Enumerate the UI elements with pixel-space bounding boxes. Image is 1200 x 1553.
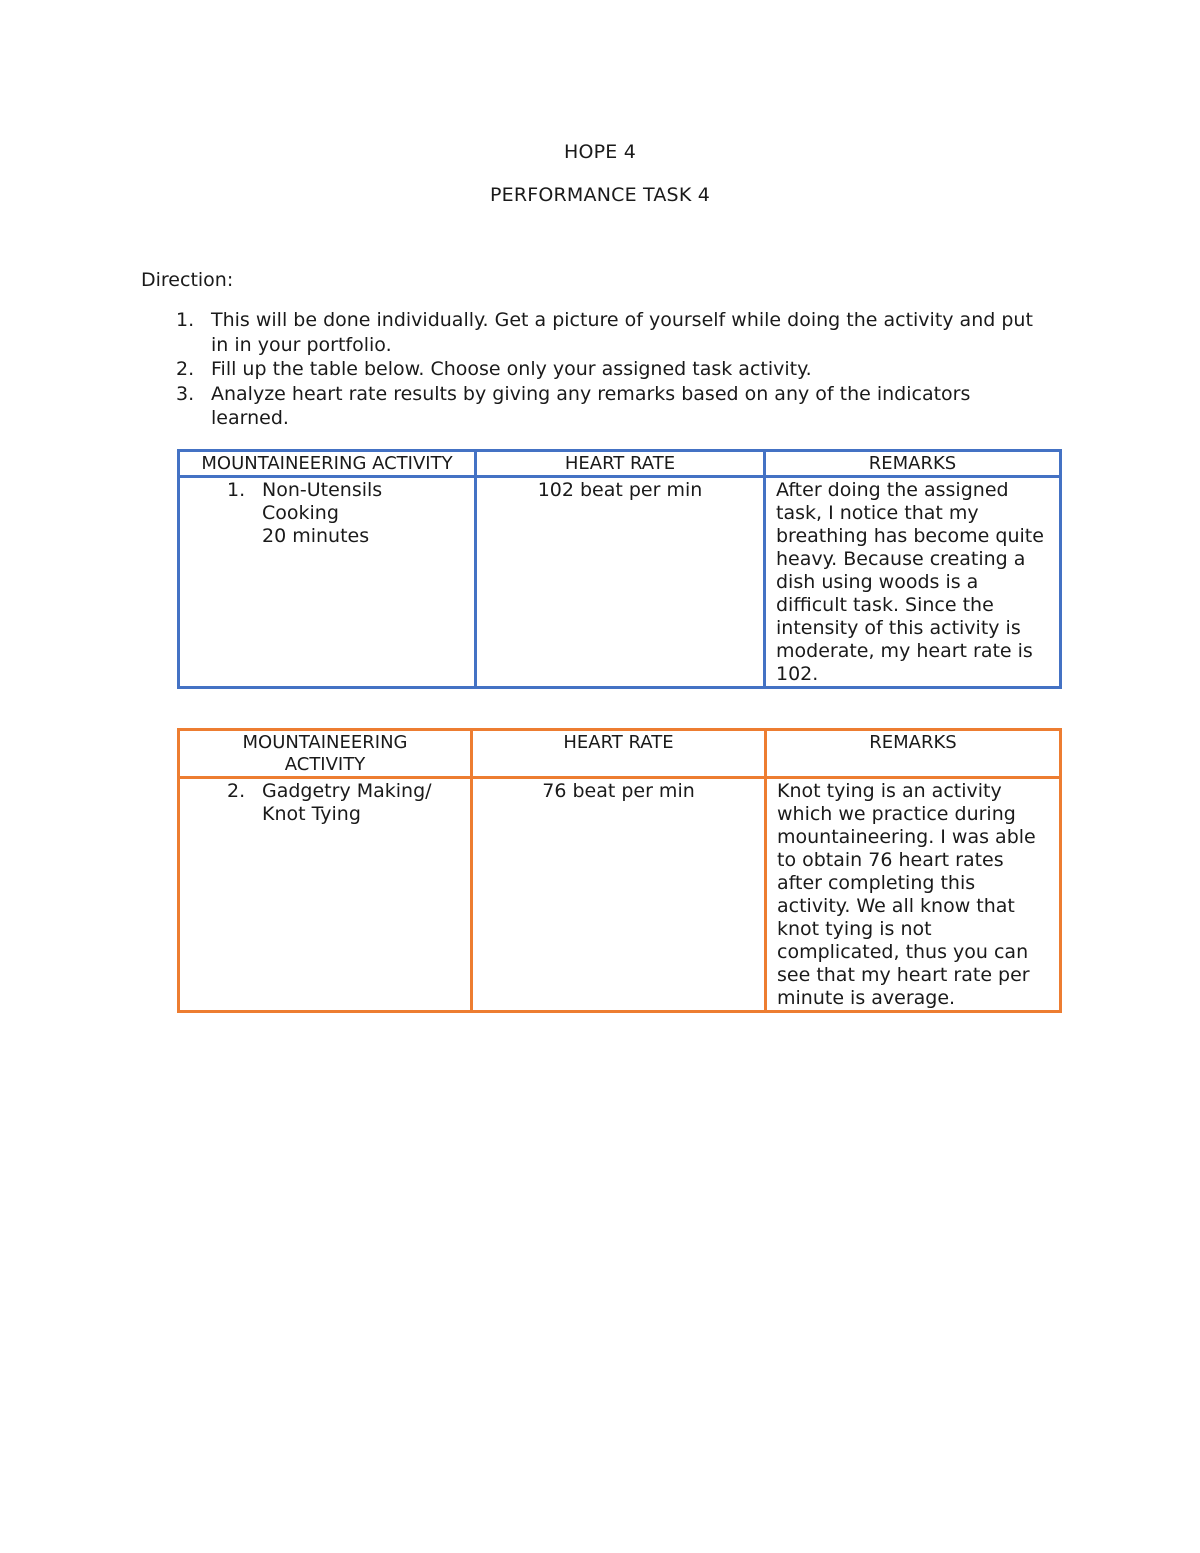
activity-table-2 [177,728,1062,1013]
activity-line: Gadgetry Making/ [262,780,432,802]
table-row [179,778,1061,1012]
course-title: HOPE 4 [563,141,637,163]
header-remarks: REMARKS [766,730,1061,778]
activity-entry [190,479,464,548]
header-heart-rate: HEART RATE [476,451,765,477]
direction-item-text: Analyze heart rate results by giving any remarks based on any of the indicators learned. [211,382,971,429]
activity-number: 2. [227,780,246,802]
direction-item [141,382,1041,431]
activity-cell [179,778,472,1012]
activity-line: 20 minutes [262,525,370,547]
remarks-cell: Knot tying is an activity which we practice during mountaineering. I was able to obtain 76 heart rates after completing this activity. We all know that knot tying is not complicated, thus you can see that my heart rate per minute is average. [766,778,1061,1012]
activity-cell [179,477,476,688]
direction-list [141,308,1041,431]
header-heart-rate: HEART RATE [472,730,766,778]
table-header-row [179,730,1061,778]
direction-item-text: This will be done individually. Get a picture of yourself while doing the activity and put in in your portfolio. [211,309,1033,356]
activity-table-1 [177,449,1062,689]
direction-item-number: 1. [176,309,195,331]
header-remarks: REMARKS [765,451,1061,477]
activity-number: 1. [227,479,246,501]
activity-line: Knot Tying [262,803,361,825]
heart-rate-cell: 102 beat per min [476,477,765,688]
header-activity: MOUNTAINEERING ACTIVITY [179,730,472,778]
table-header-row [179,451,1061,477]
direction-item-text: Fill up the table below. Choose only your assigned task activity. [211,358,812,380]
remarks-cell: After doing the assigned task, I notice that my breathing has become quite heavy. Because creating a dish using woods is a difficult task. Since the intensity of this activity is moderate, my heart rate is 102. [765,477,1061,688]
activity-line: Cooking [262,502,339,524]
activity-line: Non-Utensils [262,479,383,501]
direction-item [141,357,1041,382]
task-title: PERFORMANCE TASK 4 [489,184,711,206]
direction-item-number: 2. [176,358,195,380]
table-row [179,477,1061,688]
header-activity: MOUNTAINEERING ACTIVITY [179,451,476,477]
direction-label: Direction: [141,269,234,291]
activity-entry [190,780,460,826]
heart-rate-cell: 76 beat per min [472,778,766,1012]
direction-item [141,308,1041,357]
direction-item-number: 3. [176,382,195,405]
